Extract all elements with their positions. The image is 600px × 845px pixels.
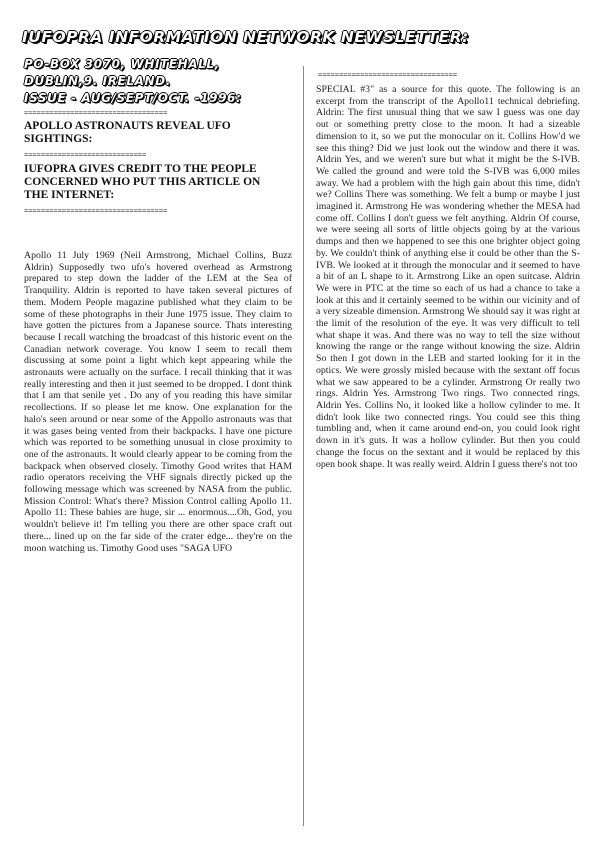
address-line-2: DUBLIN,9. IRELAND. [24, 74, 171, 88]
right-column-body: SPECIAL #3" as a source for this quote. The following is an excerpt from the transcript of the Apollo11 technical debriefing. Aldrin: The first unusual thing that we saw I guess was one day out or something pretty close to the moon. It had a sizeable dimension to it, so we put the monocular on it. Collins How'd we see this thing? Did we just look out the window and there it was. Aldrin Yes, and we weren't sure but what it might be the S-IVB. We called the ground and were told the S-IVB was 6,000 miles away. We had a problem with the high gain about this time, didn't we? Collins There was something. We felt a bump or maybe I just imagined it. Armstrong He was wondering whether the MESA had come off. Collins I don't guess we felt anything. Aldrin Of course, we were seeing all sorts of little objects going by at the various dumps and then we happened to see this one brighter object going by. We couldn't think of anything else it could be other than the S-IVB. We looked at it through the monocular and it seemed to have a bit of an L shape to it. Armstrong Like an open suitcase. Aldrin We were in PTC at the time so each of us had a chance to take a look at this and it certainly seemed to be within our vicinity and of a very sizeable dimension. Armstrong We should say it was right at the limit of the resolution of the eye. It was very difficult to tell what shape it was. And there was no way to tell the size without knowing the range or the range without knowing the size. Aldrin So then I got down in the LEB and started looking for it in the optics. We were grossly misled because with the sextant off focus what we saw appeared to be a cylinder. Armstrong Or really two rings. Aldrin Yes. Armstrong Two rings. Two connected rings. Aldrin Yes. Collins No, it looked like a hollow cylinder to me. It didn't look like two connected rings. You could see this thing tumbling and, when it came around end-on, you could look right down in it's guts. It was a hollow cylinder. But then you could change the focus on the sextant and it would be replaced by this open book shape. It was really weird. Aldrin I guess there's not too [316, 84, 580, 470]
column-divider [303, 66, 304, 826]
divider-top-left: ================================== [24, 110, 168, 117]
article-headline: APOLLO ASTRONAUTS REVEAL UFO SIGHTINGS: [24, 120, 231, 145]
newsletter-title: IUFOPRA INFORMATION NETWORK NEWSLETTER: [22, 28, 469, 46]
credit-heading: IUFOPRA GIVES CREDIT TO THE PEOPLE CONCERNED WHO PUT THIS ARTICLE ON THE INTERNET: [24, 163, 261, 201]
divider-mid-left: ============================= [24, 152, 147, 159]
issue-line: ISSUE - AUG/SEPT/OCT. -1996: [24, 91, 242, 105]
divider-bottom-left: ================================== [24, 208, 168, 215]
left-column-body: Apollo 11 July 1969 (Neil Armstrong, Michael Collins, Buzz Aldrin) Supposedly two ufo's hovered overhead as Armstrong prepared to step down the ladder of the LEM at the Sea of Tranquility. Aldrin is reported to have taken several pictures of them. Modern People magazine published what they claim to be some of these photographs in their June 1975 issue. They claim to have gotten the pictures from a Japanese source. Thats interesting because I recall watching the broadcast of this historic event on the Canadian network coverage. You know I seem to recall them discussing at some point a light which kept appearing while the astronauts were actually on the surface. I recall thinking that it was really interesting and then it just seemed to be dropped. I dont think that I am that senile yet . Do any of you reading this have similar recollections. If so please let me know. One explanation for the halo's seen around or near some of the Appollo astronauts was that it was gases being vented from their backpacks. I have one picture which was reported to be something unusual in close proximity to one of the astronauts. It would clearly appear to be coming from the backpack when observed closely. Timothy Good writes that HAM radio operators receiving the VHF signals directly picked up the following message which was screened by NASA from the public. Mission Control: What's there? Mission Control calling Apollo 11. Apollo 11: These babies are huge, sir ... enormous....Oh, God, you wouldn't believe it! I'm telling you there are other space craft out there... lined up on the far side of the crater edge... they're on the moon watching us. Timothy Good uses "SAGA UFO [24, 250, 292, 554]
address-line-1: PO-BOX 3070, WHITEHALL, [24, 57, 220, 71]
divider-top-right: ================================= [318, 72, 458, 79]
